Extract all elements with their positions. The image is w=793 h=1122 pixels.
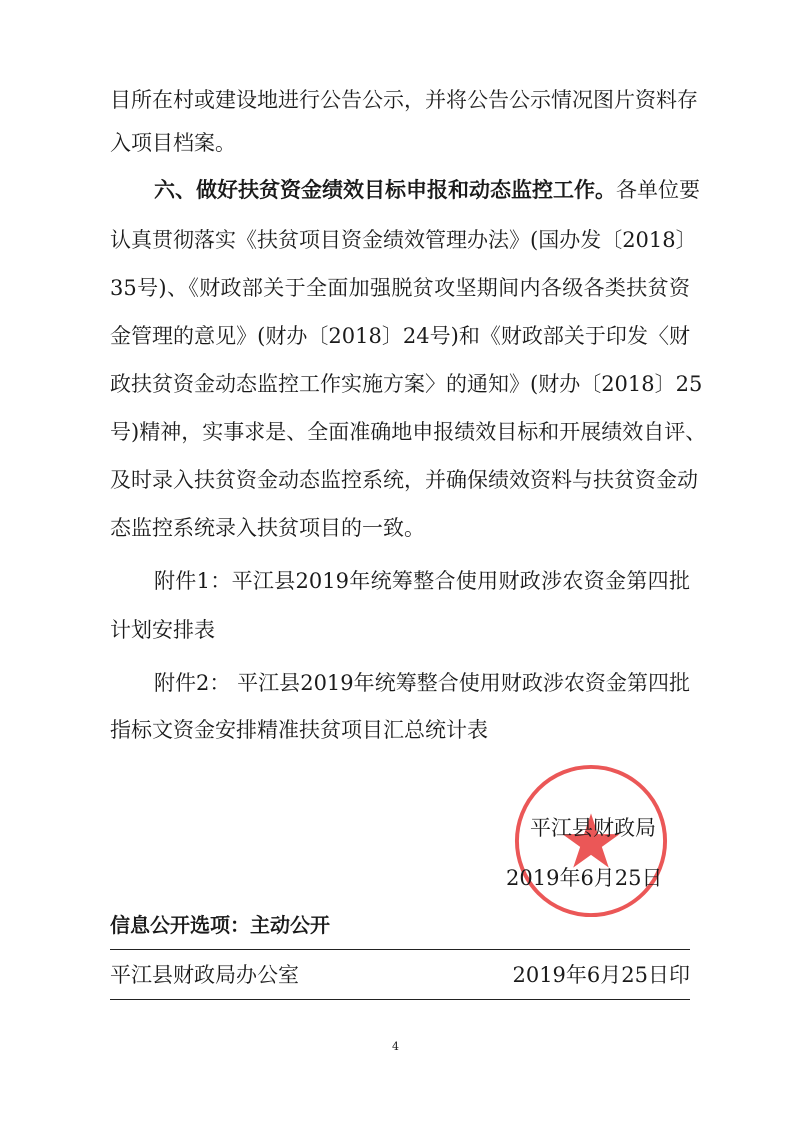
body-line: 号)精神，实事求是、全面准确地申报绩效目标和开展绩效自评、: [110, 420, 707, 444]
page-number: 4: [392, 1040, 399, 1053]
body-line: 入项目档案。: [110, 131, 236, 155]
body-line: 认真贯彻落实《扶贫项目资金绩效管理办法》(国办发〔2018〕: [110, 228, 697, 252]
body-line: 政扶贫资金动态监控工作实施方案〉的通知》(财办〔2018〕25: [110, 372, 703, 396]
footer-office: 平江县财政局办公室: [110, 963, 299, 987]
section-6-line: [154, 176, 700, 204]
section-6-text: 各单位要: [616, 178, 700, 202]
body-line: 35号)、《财政部关于全面加强脱贫攻坚期间内各级各类扶贫资: [110, 276, 690, 300]
divider: [110, 949, 690, 950]
signature-date: 2019年6月25日: [506, 866, 663, 890]
footer-print-date: 2019年6月25日印: [512, 963, 690, 987]
attachment-2-cont: 指标文资金安排精准扶贫项目汇总统计表: [110, 718, 488, 742]
body-line: 目所在村或建设地进行公告公示，并将公告公示情况图片资料存: [110, 88, 698, 112]
disclosure-option: 信息公开选项：主动公开: [110, 913, 330, 937]
divider: [110, 999, 690, 1000]
signature-org: 平江县财政局: [530, 816, 656, 840]
body-line: 金管理的意见》(财办〔2018〕24号)和《财政部关于印发〈财: [110, 324, 690, 348]
attachment-1-cont: 计划安排表: [110, 618, 215, 642]
attachment-1: 附件1：平江县2019年统筹整合使用财政涉农资金第四批: [154, 569, 690, 593]
section-6-heading: 六、做好扶贫资金绩效目标申报和动态监控工作。: [154, 178, 616, 202]
body-line: 态监控系统录入扶贫项目的一致。: [110, 516, 425, 540]
attachment-2: 附件2： 平江县2019年统筹整合使用财政涉农资金第四批: [154, 671, 690, 695]
body-line: 及时录入扶贫资金动态监控系统，并确保绩效资料与扶贫资金动: [110, 468, 698, 492]
